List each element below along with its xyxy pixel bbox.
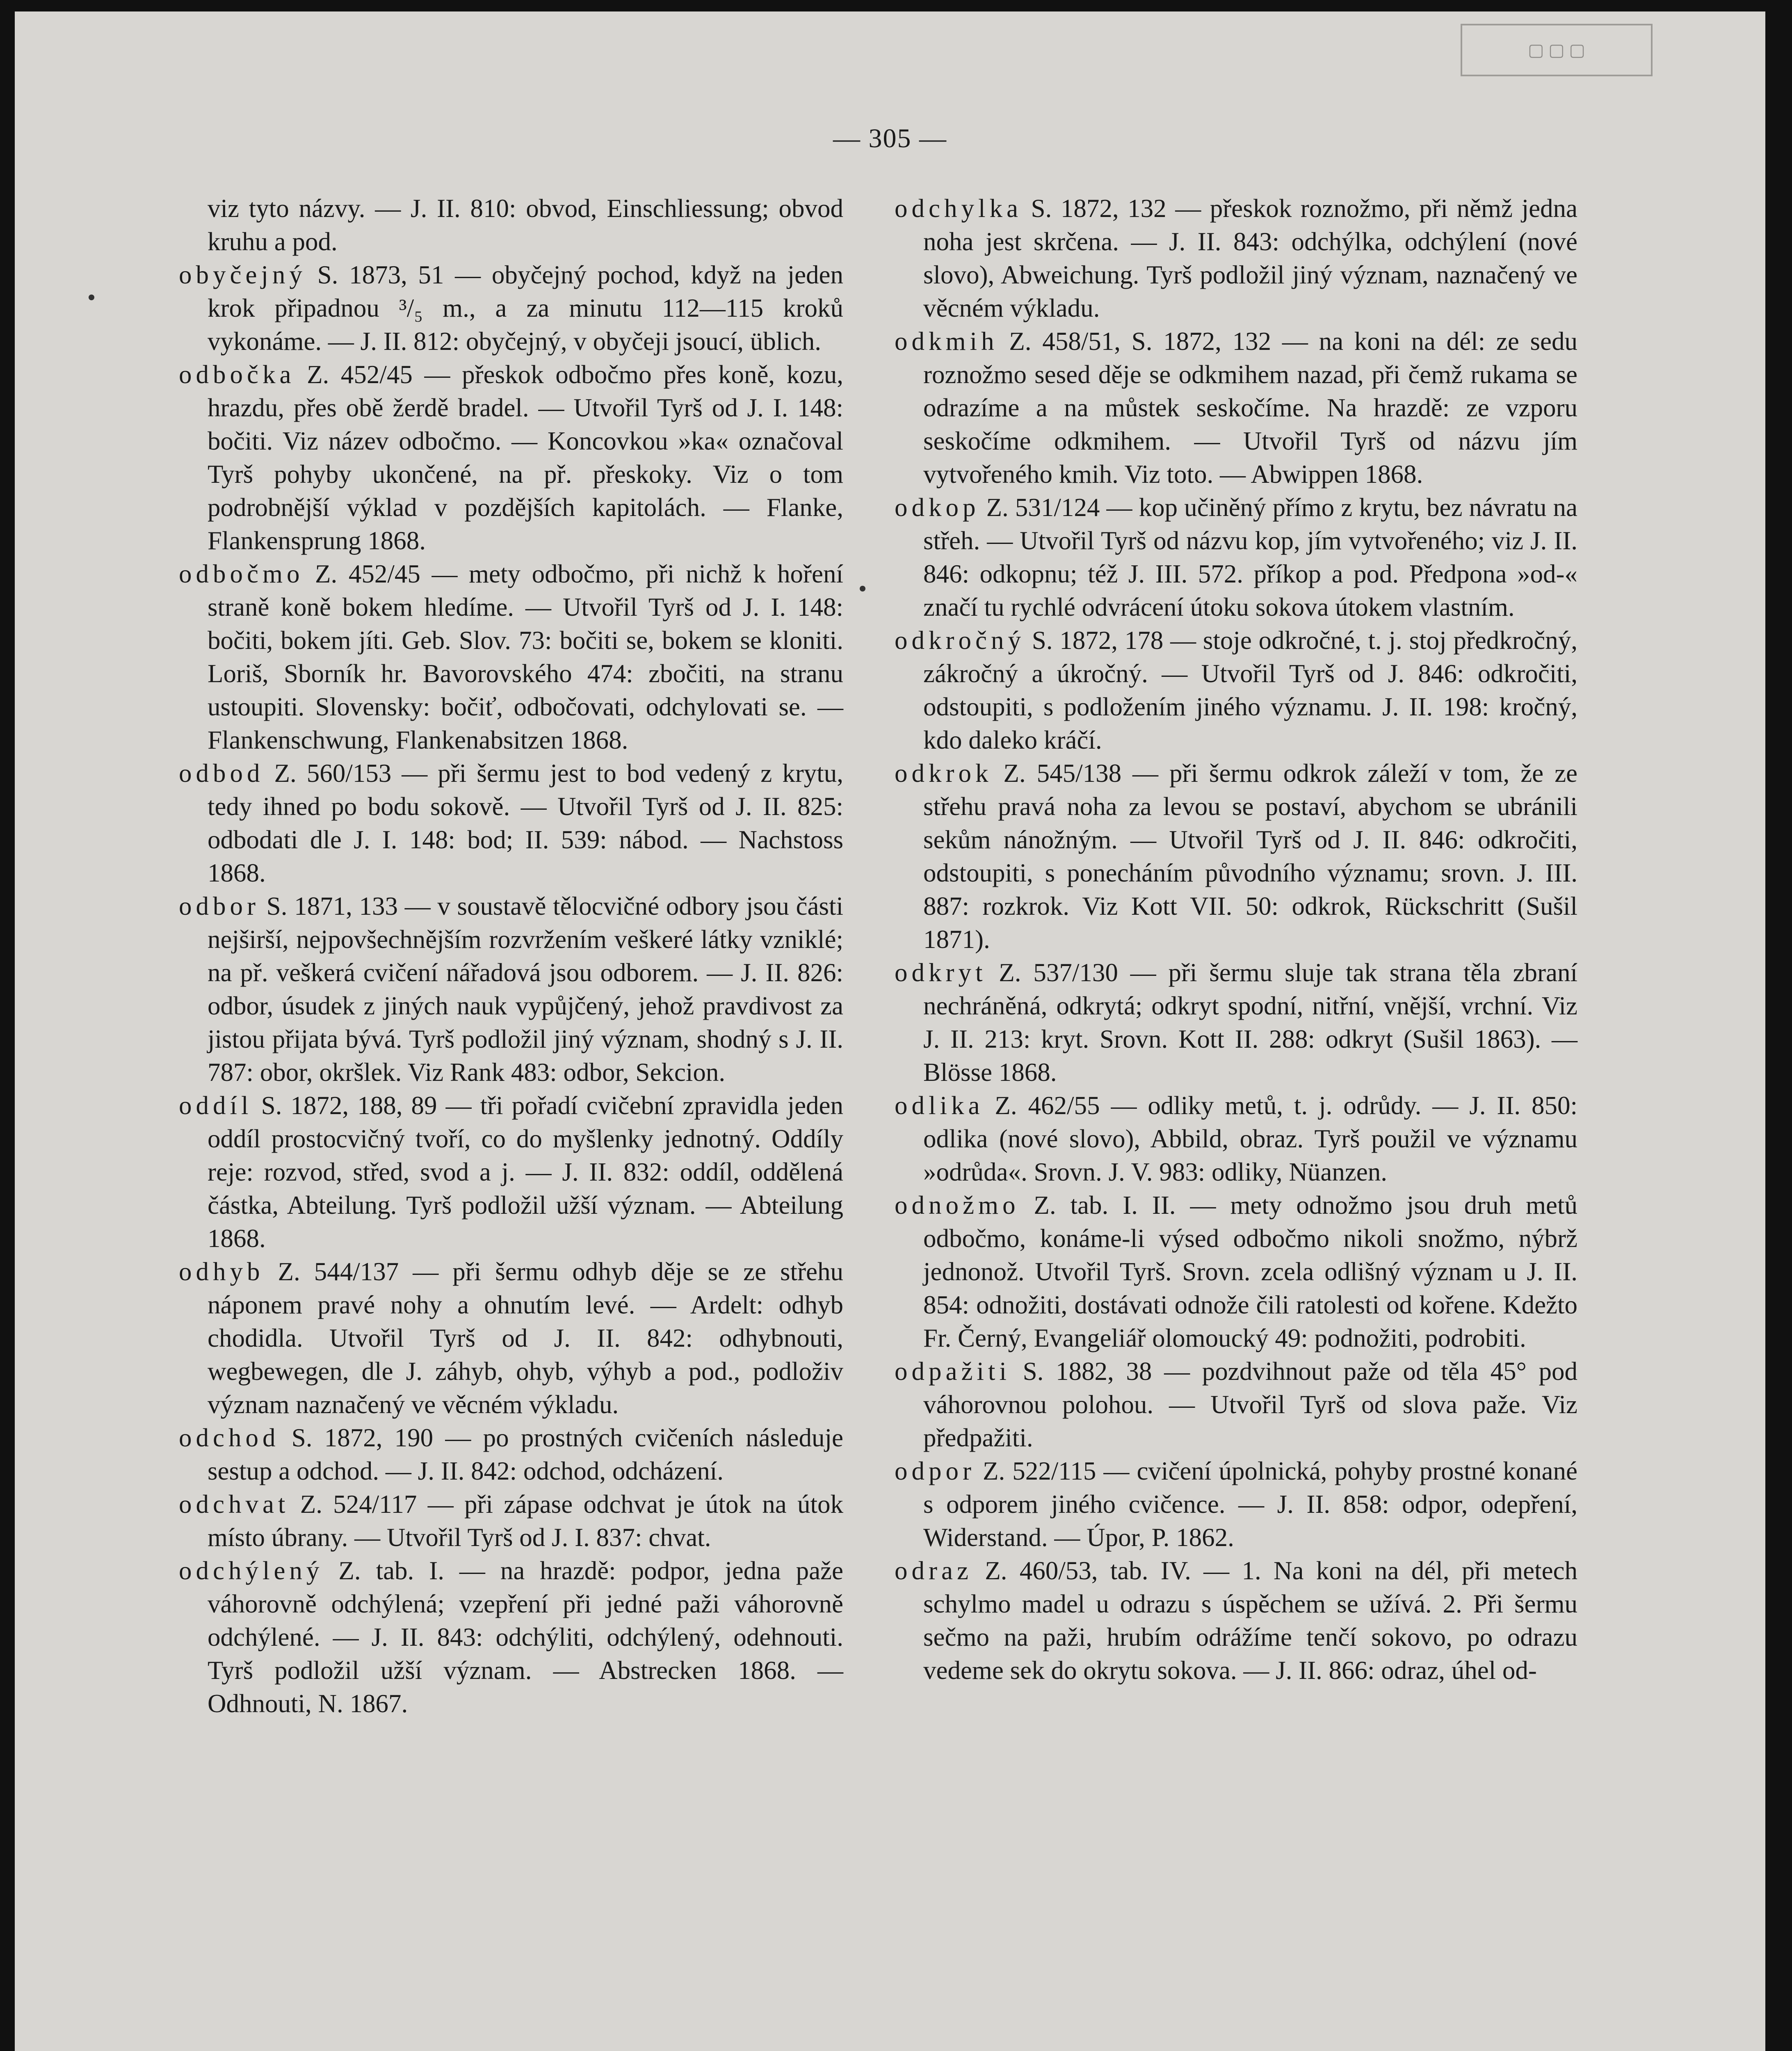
entry-headword: odchod — [179, 1423, 280, 1452]
entry-text: S. 1872, 190 — po prostných cvičeních následuje sestup a odchod. — J. II. 842: odchod, odcházení. — [208, 1423, 843, 1485]
entry-headword: odpažiti — [895, 1357, 1011, 1386]
entry-text: Z. 524/117 — při zápase odchvat je útok na útok místo úbrany. — Utvořil Tyrš od J. I. 837: chvat. — [208, 1490, 843, 1552]
entry-text: S. 1882, 38 — pozdvihnout paže od těla 45° pod váhorovnou polohou. — Utvořil Tyrš od slova paže. Viz předpažiti. — [923, 1357, 1577, 1452]
entry-text: Z. 452/45 — mety odbočmo, při nichž k hoření straně koně bokem hledíme. — Utvořil Tyrš od J. I. 148: bočiti, bokem jíti. Geb. Slov. 73: bočiti se, bokem se kloniti. Loriš, Sborník hr. Bavorovského 474: zbočiti, na stranu ustoupiti. Slovensky: bočiť, odbočovati, odchylovati se. — Flankenschwung, Flankenabsitzen 1868. — [208, 560, 843, 754]
entry-text: Z. 560/153 — při šermu jest to bod vedený z krytu, tedy ihned po bodu sokově. — Utvořil Tyrš od J. II. 825: odbodati dle J. I. 148: bod; II. 539: nábod. — Nachstoss 1868. — [208, 759, 843, 887]
entry-text: S. 1872, 132 — přeskok roznožmo, při němž jedna noha jest skrčena. — J. II. 843: odchýlka, odchýlení (nové slovo), Abweichung. Tyrš podložil jiný význam, naznačený ve věcném výkladu. — [923, 194, 1577, 322]
dictionary-entry — [179, 890, 843, 1089]
entry-text: S. 1873, 51 — obyčejný pochod, když na jeden krok připadnou ³/₅ m., a za minutu 112—115 kroků vykonáme. — J. II. 812: obyčejný, v obyčeji jsoucí, üblich. — [208, 260, 843, 356]
entry-headword: obyčejný — [179, 260, 306, 289]
dictionary-entry — [895, 1554, 1577, 1687]
speck — [89, 295, 94, 300]
dictionary-entry — [895, 192, 1577, 325]
dictionary-entry — [895, 1189, 1577, 1355]
entry-headword: odkryt — [895, 958, 987, 987]
entry-text: Z. 545/138 — při šermu odkrok záleží v tom, že ze střehu pravá noha za levou se postaví, abychom se ubránili sekům nánožným. — Utvořil Tyrš od J. II. 846: odkročiti, odstoupiti, s ponecháním původního významu; srovn. J. III. 887: rozkrok. Viz Kott VII. 50: odkrok, Rückschritt (Sušil 1871). — [923, 759, 1577, 954]
entry-text: Z. 462/55 — odliky metů, t. j. odrůdy. — J. II. 850: odlika (nové slovo), Abbild, obraz. Tyrš použil ve významu »odrůda«. Srovn. J. V. 983: odliky, Nüanzen. — [923, 1091, 1577, 1186]
entry-text: Z. 531/124 — kop učiněný přímo z krytu, bez návratu na střeh. — Utvořil Tyrš od názvu kop, jím vytvořeného; viz J. II. 846: odkopnu; též J. III. 572. příkop a pod. Předpona »od-« značí tu rychlé odvrácení útoku sokova útokem vlastním. — [923, 493, 1577, 621]
dictionary-entry — [179, 557, 843, 757]
dictionary-entry — [895, 1455, 1577, 1554]
entry-headword: odraz — [895, 1556, 972, 1585]
entry-text: Z. 458/51, S. 1872, 132 — na koni na dél: ze sedu roznožmo sesed děje se odkmihem nazad, při čemž rukama se odrazíme a na můstek seskočíme. Na hrazdě: ze vzporu seskočíme odkmihem. — Utvořil Tyrš od názvu jím vytvořeného kmih. Viz toto. — Abwippen 1868. — [923, 327, 1577, 489]
entry-text: Z. tab. I. — na hrazdě: podpor, jedna paže váhorovně odchýlená; vzepření při jedné paži váhorovně odchýlené. — J. II. 843: odchýliti, odchýlený, odehnouti. Tyrš podložil užší význam. — Abstrecken 1868. — Odhnouti, N. 1867. — [208, 1556, 843, 1718]
dictionary-entry — [179, 1554, 843, 1720]
entry-headword: oddíl — [179, 1091, 253, 1120]
left-column — [179, 192, 843, 1720]
entry-headword: odpor — [895, 1457, 975, 1485]
entry-headword: odbod — [179, 759, 264, 788]
dictionary-entry — [179, 1255, 843, 1421]
entry-headword: odkrok — [895, 759, 993, 788]
dictionary-entry — [895, 624, 1577, 757]
dictionary-entry — [179, 358, 843, 557]
dictionary-entry — [895, 325, 1577, 491]
entry-text: Z. 460/53, tab. IV. — 1. Na koni na dél, při metech schylmo madel u odrazu s úspěchem se užívá. 2. Při šermu sečmo na paži, hrubím odrážíme tenčí sokovo, po odrazu vedeme sek do okrytu sokova. — J. II. 866: odraz, úhel od- — [923, 1556, 1577, 1685]
dictionary-entry — [895, 1089, 1577, 1189]
entry-text: S. 1871, 133 — v soustavě tělocvičné odbory jsou části nejširší, nejpovšechnějším rozvržením veškeré látky vzniklé; na př. veškerá cvičení nářadová jsou odborem. — J. II. 826: odbor, úsudek z jiných nauk vypůjčený, jehož pravdivost za jistou přijata bývá. Tyrš podložil jiný význam, shodný s J. II. 787: obor, okršlek. Viz Rank 483: odbor, Sekcion. — [208, 892, 843, 1087]
entry-headword: odkop — [895, 493, 980, 522]
entry-headword: odbočka — [179, 360, 295, 389]
dictionary-entry — [895, 757, 1577, 956]
entry-headword: odkročný — [895, 626, 1025, 655]
entry-headword: odbor — [179, 892, 260, 920]
dictionary-entry — [179, 1421, 843, 1488]
dictionary-entry — [179, 757, 843, 890]
dictionary-entry — [895, 491, 1577, 624]
entry-headword: odhyb — [179, 1257, 264, 1286]
speck — [860, 586, 865, 592]
entry-text: Z. 452/45 — přeskok odbočmo přes koně, kozu, hrazdu, přes obě žerdě bradel. — Utvořil Tyrš od J. I. 148: bočiti. Viz název odbočmo. — Koncovkou »ka« označoval Tyrš pohyby ukončené, na př. přeskoky. Viz o tom podrobnější výklad v pozdějších kapitolách. — Flanke, Flankensprung 1868. — [208, 360, 843, 555]
dictionary-entry — [179, 1089, 843, 1255]
dictionary-entry — [179, 1488, 843, 1554]
right-column — [895, 192, 1577, 1687]
entry-text: Z. 522/115 — cvičení úpolnická, pohyby prostné konané s odporem jiného cvičence. — J. II. 858: odpor, odepření, Widerstand. — Úpor, P. 1862. — [923, 1457, 1577, 1552]
entry-text: S. 1872, 178 — stoje odkročné, t. j. stoj předkročný, zákročný a úkročný. — Utvořil Tyrš od J. 846: odkročiti, odstoupiti, s podložením jiného významu. J. II. 198: kročný, kdo daleko kráčí. — [923, 626, 1577, 754]
entry-text: viz tyto názvy. — J. II. 810: obvod, Einschliessung; obvod kruhu a pod. — [208, 194, 843, 256]
entry-headword: odnožmo — [895, 1191, 1020, 1220]
entry-text: Z. tab. I. II. — mety odnožmo jsou druh metů odbočmo, konáme-li výsed odbočmo nikoli snožmo, nýbrž jednonož. Utvořil Tyrš. Srovn. zcela odlišný význam u J. II. 854: odnožiti, dostávati odnože čili ratolesti od kořene. Kdežto Fr. Černý, Evangeliář olomoucký 49: podnožiti, podrobiti. — [923, 1191, 1577, 1352]
entry-text: Z. 537/130 — při šermu sluje tak strana těla zbraní nechráněná, odkrytá; odkryt spodní, nitřní, vnější, vrchní. Viz J. II. 213: kryt. Srovn. Kott II. 288: odkryt (Sušil 1863). — Blösse 1868. — [923, 958, 1577, 1087]
entry-text: Z. 544/137 — při šermu odhyb děje se ze střehu náponem pravé nohy a ohnutím levé. — Ardelt: odhyb chodidla. Utvořil Tyrš od J. II. 842: odhybnouti, wegbewegen, dle J. záhyb, ohyb, výhyb a pod., podloživ význam naznačený ve věcném výkladu. — [208, 1257, 843, 1419]
entry-headword: odlika — [895, 1091, 984, 1120]
entry-headword: odchýlený — [179, 1556, 324, 1585]
entry-headword: odbočmo — [179, 560, 304, 588]
page-number: — 305 — — [833, 123, 947, 153]
entry-headword: odkmih — [895, 327, 998, 356]
dictionary-entry — [895, 956, 1577, 1089]
scanned-page — [15, 11, 1765, 2051]
dictionary-entry — [179, 192, 843, 258]
dictionary-entry — [895, 1355, 1577, 1455]
entry-text: S. 1872, 188, 89 — tři pořadí cvičební zpravidla jeden oddíl prostocvičný tvoří, co do myšlenky jednotný. Oddíly reje: rozvod, střed, svod a j. — J. II. 832: oddíl, oddělená částka, Abteilung. Tyrš podložil užší význam. — Abteilung 1868. — [208, 1091, 843, 1253]
library-stamp: ▢ ▢ ▢ — [1461, 24, 1653, 76]
entry-headword: odchvat — [179, 1490, 290, 1519]
entry-headword: odchylka — [895, 194, 1022, 223]
dictionary-entry — [179, 258, 843, 358]
